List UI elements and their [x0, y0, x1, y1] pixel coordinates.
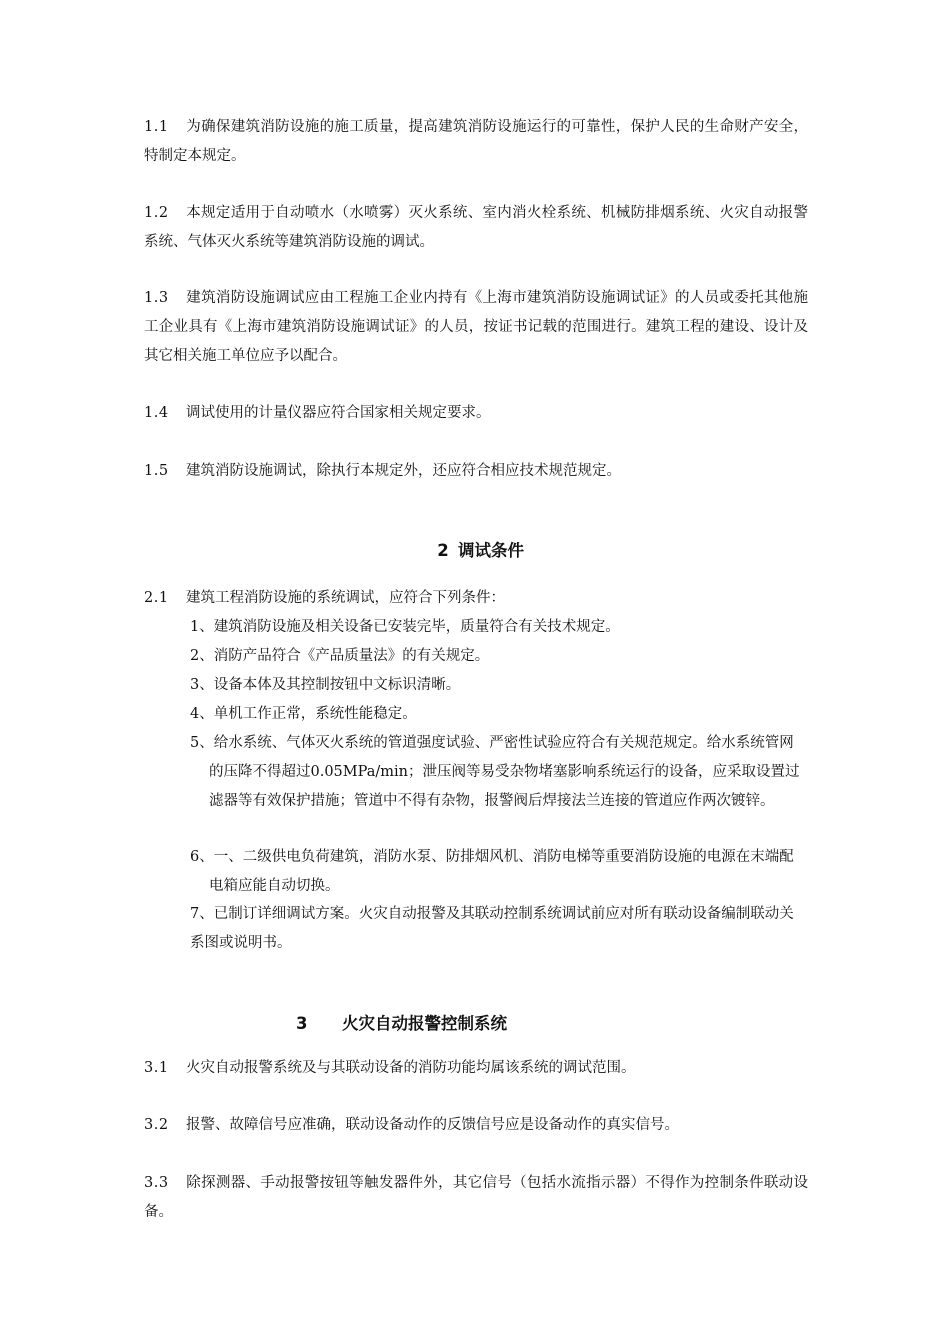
clause-1-4: [144, 399, 808, 428]
condition-item: 4、单机工作正常，系统性能稳定。: [190, 706, 417, 722]
clause-number: 3.1: [144, 1060, 169, 1076]
clause-number: 3.2: [144, 1117, 169, 1133]
clause-1-5: [144, 457, 808, 486]
clause-number: 1.1: [144, 119, 169, 135]
clause-number: 1.5: [144, 463, 169, 479]
condition-item: 6、一、二级供电负荷建筑，消防水泵、防排烟风机、消防电梯等重要消防设施的电源在末端配电箱应能自动切换。: [190, 849, 794, 894]
clause-text: 调试使用的计量仪器应符合国家相关规定要求。: [186, 405, 491, 421]
clause-text: 建筑消防设施调试，除执行本规定外，还应符合相应技术规范规定。: [186, 463, 621, 479]
clause-number: 2.1: [144, 590, 169, 606]
clause-3-2: [144, 1111, 808, 1140]
clause-text: 本规定适用于自动喷水（水喷雾）灭火系统、室内消火栓系统、机械防排烟系统、火灾自动报警系统、气体灭火系统等建筑消防设施的调试。: [144, 205, 808, 250]
clause-2-1: [144, 584, 808, 613]
clause-number: 1.3: [144, 290, 169, 306]
clause-text: 建筑工程消防设施的系统调试，应符合下列条件：: [186, 590, 505, 606]
clause-text: 报警、故障信号应准确，联动设备动作的反馈信号应是设备动作的真实信号。: [186, 1117, 679, 1133]
clause-number: 1.4: [144, 405, 169, 421]
clause-3-3: [144, 1169, 808, 1227]
condition-item: 5、给水系统、气体灭火系统的管道强度试验、严密性试验应符合有关规范规定。给水系统管网的压降不得超过0.05MPa/min；泄压阀等易受杂物堵塞影响系统运行的设备，应采取设置过滤器等有效保护措施；管道中不得有杂物，报警阀后焊接法兰连接的管道应作两次镀锌。: [190, 735, 800, 809]
heading-number: 2: [437, 541, 449, 560]
condition-item: 3、设备本体及其控制按钮中文标识清晰。: [190, 677, 461, 693]
clause-number: 1.2: [144, 205, 169, 221]
condition-item: 1、建筑消防设施及相关设备已安装完毕，质量符合有关技术规定。: [190, 619, 620, 635]
section-3-heading: [296, 1012, 696, 1036]
heading-number: 3: [296, 1014, 308, 1033]
condition-item: 2、消防产品符合《产品质量法》的有关规定。: [190, 648, 490, 664]
heading-title: 火灾自动报警控制系统: [342, 1014, 507, 1033]
clause-1-2: [144, 199, 808, 257]
heading-title: 调试条件: [458, 541, 524, 560]
condition-item: 7、已制订详细调试方案。火灾自动报警及其联动控制系统调试前应对所有联动设备编制联动关系图或说明书。: [190, 906, 794, 951]
clause-number: 3.3: [144, 1175, 169, 1191]
clause-1-3: [144, 284, 808, 371]
clause-3-1: [144, 1054, 808, 1083]
clause-text: 为确保建筑消防设施的施工质量，提高建筑消防设施运行的可靠性，保护人民的生命财产安全，特制定本规定。: [144, 119, 808, 164]
section-2-heading: [144, 539, 808, 563]
clause-text: 建筑消防设施调试应由工程施工企业内持有《上海市建筑消防设施调试证》的人员或委托其他施工企业具有《上海市建筑消防设施调试证》的人员，按证书记载的范围进行。建筑工程的建设、设计及其它相关施工单位应予以配合。: [144, 290, 808, 364]
clause-text: 火灾自动报警系统及与其联动设备的消防功能均属该系统的调试范围。: [186, 1060, 636, 1076]
clause-text: 除探测器、手动报警按钮等触发器件外，其它信号（包括水流指示器）不得作为控制条件联动设备。: [144, 1175, 808, 1220]
clause-1-1: [144, 113, 808, 171]
